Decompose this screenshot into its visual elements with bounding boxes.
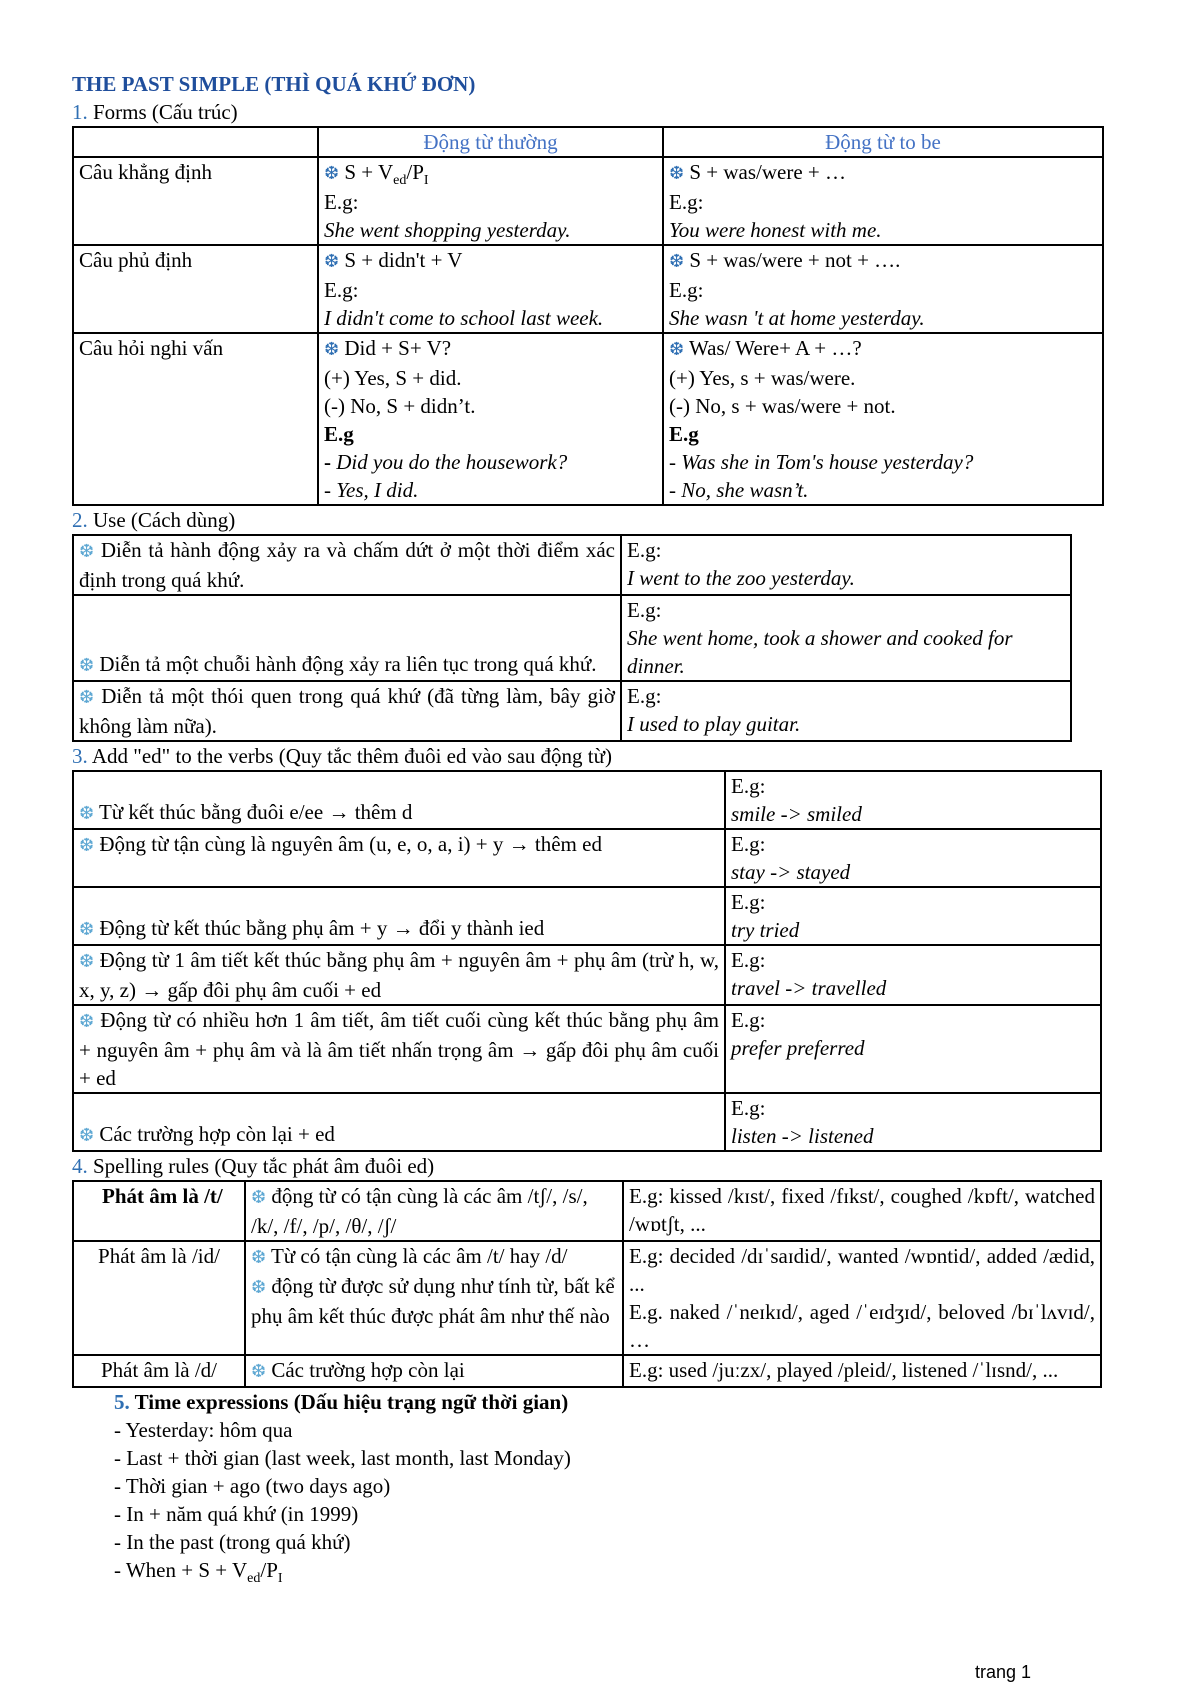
list-item: - When + $S + V_{ed}/P_I$ xyxy=(114,1558,283,1587)
example-text: She went shopping yesterday. xyxy=(324,218,571,242)
column-header: Động từ to be xyxy=(663,127,1103,157)
snowflake-icon: ❆ xyxy=(324,251,340,272)
page-number: trang 1 xyxy=(975,1662,1032,1682)
row-label: Câu khẳng định xyxy=(73,157,318,245)
snowflake-icon: ❆ xyxy=(324,163,340,184)
spelling-table xyxy=(72,1180,1102,1388)
time-expressions xyxy=(72,1388,1102,1587)
table-row: Câu khẳng định ❆ $S + V_{ed}/P_I$ E.g: She went shopping yesterday. ❆ S + was/were + … E.g: You were honest with me. xyxy=(73,157,1103,245)
example-text: - Yes, I did. xyxy=(324,478,419,502)
example-text: You were honest with me. xyxy=(669,218,882,242)
row-label: Phát âm là /t/ xyxy=(73,1181,245,1241)
table-row: ❆ Các trường hợp còn lại + ed E.g: listen -> listened xyxy=(73,1093,1101,1151)
snowflake-icon: ❆ xyxy=(79,655,95,676)
table-row: ❆ Động từ kết thúc bằng phụ âm + y → đổi y thành ied E.g: try tried xyxy=(73,887,1101,945)
snowflake-icon: ❆ xyxy=(79,951,95,972)
snowflake-icon: ❆ xyxy=(251,1247,267,1268)
table-row: ❆ Diễn tả một chuỗi hành động xảy ra liên tục trong quá khứ. E.g: She went home, took a shower and cooked for dinner. xyxy=(73,595,1071,681)
snowflake-icon: ❆ xyxy=(324,339,340,360)
list-item: - In the past (trong quá khứ) xyxy=(114,1530,351,1554)
table-row: Câu phủ định ❆ S + didn't + V E.g: I didn't come to school last week. ❆ S + was/were + not + …. E.g: She wasn 't at home yesterday. xyxy=(73,245,1103,333)
row-label: Câu hỏi nghi vấn xyxy=(73,333,318,505)
table-row: Phát âm là /d/ ❆ Các trường hợp còn lại E.g: used /juːzx/, played /pleid/, listened /ˈlɪsnd/, ... xyxy=(73,1355,1101,1387)
snowflake-icon: ❆ xyxy=(669,163,685,184)
example-text: try tried xyxy=(731,918,800,942)
table-row: ❆ Động từ có nhiều hơn 1 âm tiết, âm tiết cuối cùng kết thúc bằng phụ âm + nguyên âm + phụ âm và là âm tiết nhấn trọng âm → gấp đôi phụ âm cuối + ed E.g: prefer preferred xyxy=(73,1005,1101,1093)
snowflake-icon: ❆ xyxy=(79,541,95,562)
snowflake-icon: ❆ xyxy=(79,803,95,824)
table-row: ❆ Diễn tả hành động xảy ra và chấm dứt ở một thời điểm xác định trong quá khứ. E.g: I went to the zoo yesterday. xyxy=(73,535,1071,595)
row-label: Phát âm là /d/ xyxy=(73,1355,245,1387)
list-item: - Last + thời gian (last week, last month, last Monday) xyxy=(114,1446,571,1470)
section-spelling-heading: 4. Spelling rules (Quy tắc phát âm đuôi ed) xyxy=(72,1154,435,1178)
section-time-heading: 5. Time expressions (Dấu hiệu trạng ngữ thời gian) xyxy=(114,1390,569,1414)
example-text: I didn't come to school last week. xyxy=(324,306,604,330)
snowflake-icon: ❆ xyxy=(79,687,95,708)
table-row: ❆ Từ kết thúc bằng đuôi e/ee → thêm d E.g: smile -> smiled xyxy=(73,771,1101,829)
column-header: Động từ thường xyxy=(318,127,663,157)
document-page xyxy=(72,70,1102,1587)
example-text: She went home, took a shower and cooked for dinner. xyxy=(627,626,1013,678)
table-row: ❆ Động từ tận cùng là nguyên âm (u, e, o, a, i) + y → thêm ed E.g: stay -> stayed xyxy=(73,829,1101,887)
example-text: E.g: decided /dɪˈsaɪdid/, wanted /wɒntid/, added /ædid, ... xyxy=(629,1244,1095,1296)
example-text: Did you do the housework? xyxy=(336,450,568,474)
table-row xyxy=(73,127,1103,157)
add-ed-table xyxy=(72,770,1102,1152)
table-row: Câu hỏi nghi vấn ❆ Did + S+ V? (+) Yes, S + did. (-) No, S + didn’t. E.g - Did you do the housework? - Yes, I did. ❆ Was/ Were+ A + …? (+) Yes, s + was/were. (-) No, s + was/were + not. E.g - Was she in Tom's house yesterday? - No, she wasn’t. xyxy=(73,333,1103,505)
example-text: prefer preferred xyxy=(731,1036,865,1060)
snowflake-icon: ❆ xyxy=(251,1187,267,1208)
section-forms-heading: 1. Forms (Cấu trúc) xyxy=(72,100,238,124)
snowflake-icon: ❆ xyxy=(251,1277,267,1298)
snowflake-icon: ❆ xyxy=(79,919,95,940)
table-row: Phát âm là /t/ ❆ động từ có tận cùng là các âm /tʃ/, /s/, /k/, /f/, /p/, /θ/, /ʃ/ E.g: kissed /kɪst/, fixed /fɪkst/, coughed /kɒft/, watched /wɒtʃt, ... xyxy=(73,1181,1101,1241)
page-title: THE PAST SIMPLE (THÌ QUÁ KHỨ ĐƠN) xyxy=(72,72,476,96)
example-text: travel -> travelled xyxy=(731,976,887,1000)
example-text: E.g. naked /ˈneɪkɪd/, aged /ˈeɪdʒɪd/, beloved /bɪˈlʌvɪd/, … xyxy=(629,1300,1095,1352)
snowflake-icon: ❆ xyxy=(669,251,685,272)
example-text: E.g: used /juːzx/, played /pleid/, listened /ˈlɪsnd/, ... xyxy=(629,1358,1059,1382)
forms-table xyxy=(72,126,1104,506)
example-text: listen -> listened xyxy=(731,1124,874,1148)
use-table xyxy=(72,534,1072,742)
table-row: ❆ Động từ 1 âm tiết kết thúc bằng phụ âm + nguyên âm + phụ âm (trừ h, w, x, y, z) → gấp đôi phụ âm cuối + ed E.g: travel -> travelled xyxy=(73,945,1101,1005)
snowflake-icon: ❆ xyxy=(251,1361,267,1382)
table-row: Phát âm là /id/ ❆ Từ có tận cùng là các âm /t/ hay /d/ ❆ động từ được sử dụng như tính từ, bất kể phụ âm kết thúc được phát âm như thế nào E.g: decided /dɪˈsaɪdid/, wanted /wɒntid/, added /ædid, ... E.g. naked /ˈneɪkɪd/, aged /ˈeɪdʒɪd/, beloved /bɪˈlʌvɪd/, … xyxy=(73,1241,1101,1355)
row-label: Phát âm là /id/ xyxy=(73,1241,245,1355)
example-text: I went to the zoo yesterday. xyxy=(627,566,855,590)
example-text: smile -> smiled xyxy=(731,802,862,826)
example-text: - Was she in Tom's house yesterday? xyxy=(669,450,974,474)
snowflake-icon: ❆ xyxy=(79,1125,95,1146)
example-text: stay -> stayed xyxy=(731,860,851,884)
list-item: - Yesterday: hôm qua xyxy=(114,1418,293,1442)
example-text: E.g: kissed /kɪst/, fixed /fɪkst/, coughed /kɒft/, watched /wɒtʃt, ... xyxy=(629,1184,1095,1236)
list-item: - In + năm quá khứ (in 1999) xyxy=(114,1502,359,1526)
row-label: Câu phủ định xyxy=(73,245,318,333)
example-text: - No, she wasn’t. xyxy=(669,478,809,502)
snowflake-icon: ❆ xyxy=(669,339,685,360)
example-text: She wasn 't at home yesterday. xyxy=(669,306,925,330)
section-use-heading: 2. Use (Cách dùng) xyxy=(72,508,236,532)
section-add-ed-heading: 3. Add "ed" to the verbs (Quy tắc thêm đuôi ed vào sau động từ) xyxy=(72,744,613,768)
snowflake-icon: ❆ xyxy=(79,1011,95,1032)
example-text: I used to play guitar. xyxy=(627,712,801,736)
table-row: ❆ Diễn tả một thói quen trong quá khứ (đã từng làm, bây giờ không làm nữa). E.g: I used to play guitar. xyxy=(73,681,1071,741)
snowflake-icon: ❆ xyxy=(79,835,95,856)
list-item: - Thời gian + ago (two days ago) xyxy=(114,1474,391,1498)
